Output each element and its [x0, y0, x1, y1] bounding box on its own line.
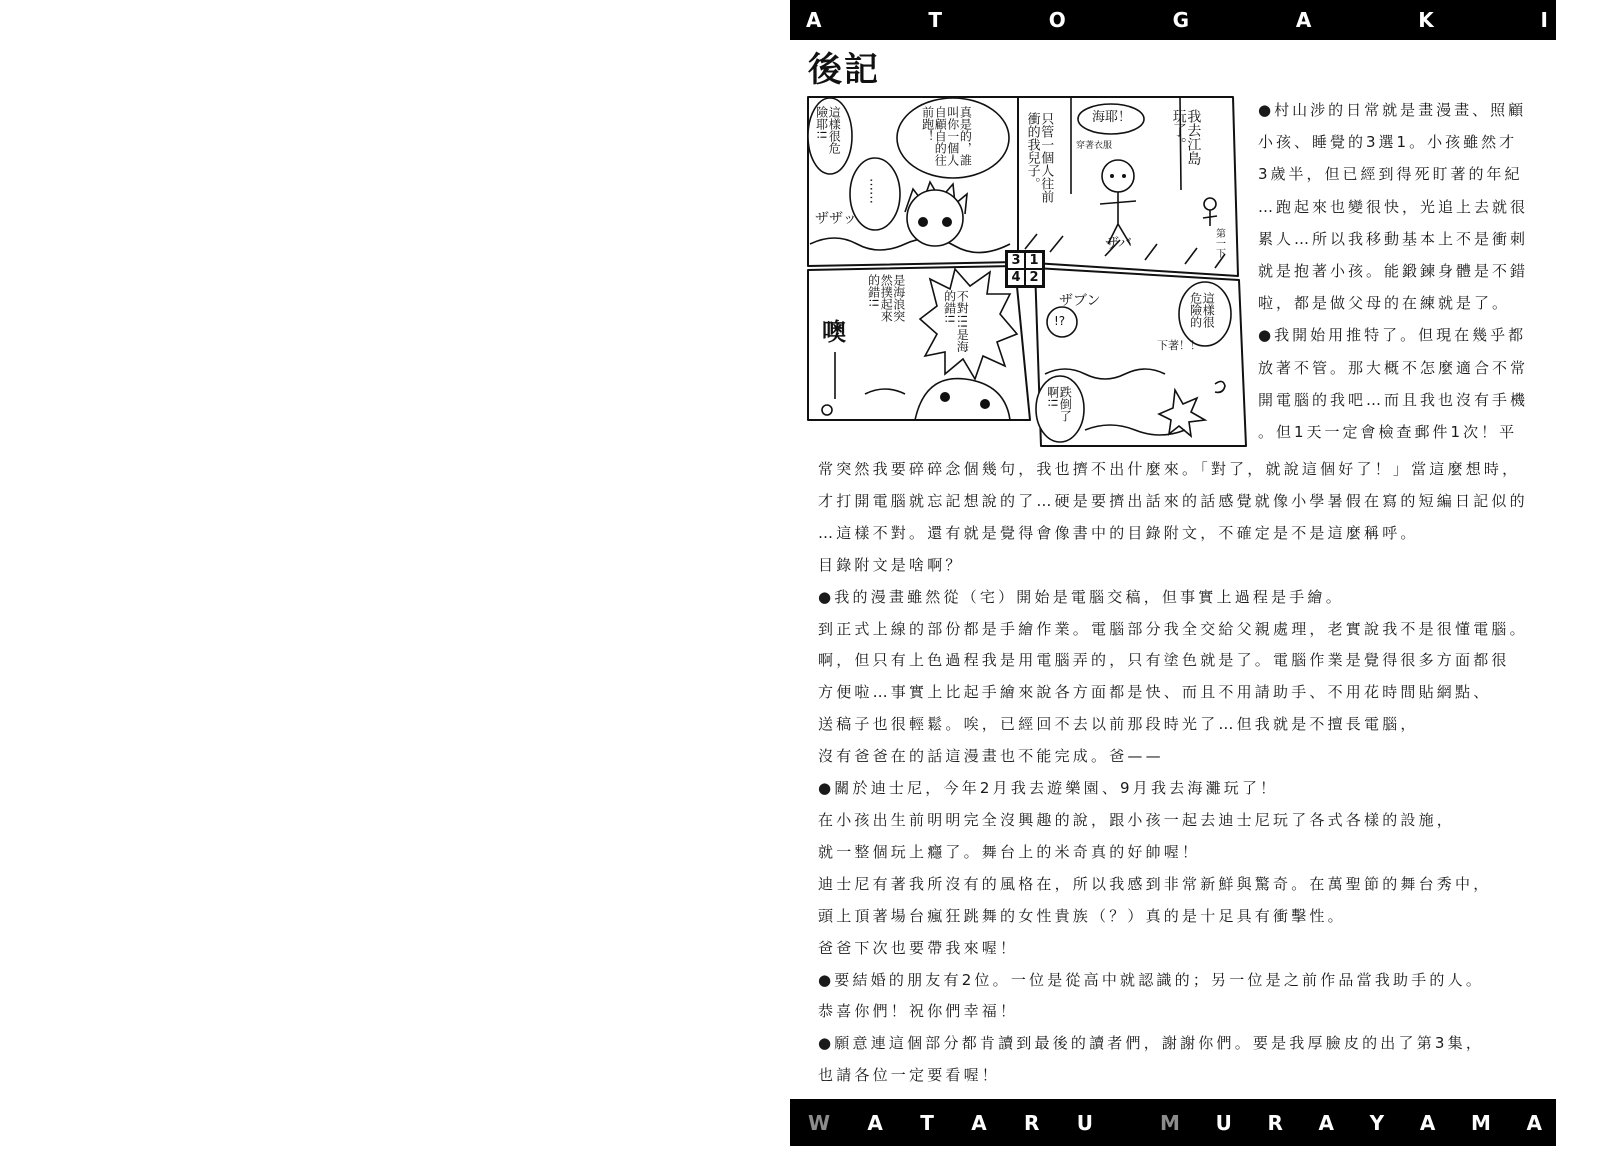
footer-letter: A [867, 1110, 883, 1135]
header-letter: G [1172, 8, 1190, 32]
bubble-silence-text: …… [866, 178, 882, 204]
text-line: …跑起來也變很快，光追上去就很 [1258, 197, 1529, 216]
text-line: 就是抱著小孩。能鍛鍊身體是不錯 [1258, 262, 1529, 281]
bubble-danger-text: 這樣很危險的 [1188, 292, 1216, 328]
text-line: 沒有爸爸在的話這漫畫也不能完成。爸—— [818, 747, 1164, 766]
eye [1110, 174, 1114, 178]
panel-order-grid [1005, 250, 1045, 288]
text-line: …這樣不對。還有就是覺得會像書中的目錄附文，不確定是不是這麼稱呼。 [818, 523, 1419, 542]
bubble-wave-text: 是海浪突然撲起來的錯!! [866, 274, 906, 322]
footer-letter: A [1526, 1110, 1542, 1135]
text-line: 爸爸下次也要帶我來喔！ [818, 938, 1019, 957]
text-line: 到正式上線的部份都是手繪作業。電腦部分我全交給父親處理，老實說我不是很懂電腦。 [818, 619, 1528, 638]
text-line: ●我的漫畫雖然從（宅）開始是電腦交稿，但事實上過程是手繪。 [818, 587, 1344, 606]
small-swirl [822, 405, 832, 415]
eye [918, 217, 928, 227]
footer-letter: A [971, 1110, 987, 1135]
kid-head [1102, 160, 1134, 192]
eye [940, 392, 950, 402]
narration-son-text: 只管一個人往前衝的我兒子。 [1024, 112, 1054, 203]
text-line: ●村山涉的日常就是畫漫畫、照顧 [1258, 101, 1527, 119]
panel-number: 4 [1007, 269, 1025, 286]
header-letter: A [806, 8, 822, 32]
note-clothes-text: 穿著衣服 [1076, 141, 1113, 151]
footer-letter: A [1318, 1110, 1335, 1135]
bubble-fall-text: 跌倒了啊!! [1045, 386, 1073, 422]
header-letter: A [1295, 8, 1312, 32]
author-family-name [1160, 1099, 1542, 1146]
text-line: 累人…所以我移動基本上不是衝刺 [1258, 229, 1529, 248]
header-letter: I [1540, 8, 1548, 32]
header-letter: T [928, 8, 942, 32]
footer-letter: W [808, 1110, 831, 1135]
text-line: 也請各位一定要看喔！ [818, 1066, 1001, 1085]
footer-letter: U [1215, 1110, 1232, 1135]
header-banner [790, 0, 1556, 40]
text-line: 目錄附文是啥啊？ [818, 555, 964, 574]
note-first-text: 第一下 [1213, 228, 1225, 258]
text-line: 3歲半，但已經到得死盯著的年紀 [1258, 165, 1523, 184]
bubble-blame-text: 不對!!!是海的錯!! [942, 290, 970, 353]
text-line: ●願意連這個部分都肯讀到最後的讀者們，謝謝你們。要是我厚臉皮的出了第3集， [818, 1034, 1485, 1053]
text-line: 才打開電腦就忘記想說的了…硬是要擠出話來的話感覺就像小學暑假在寫的短編日記似的 [818, 491, 1528, 510]
text-line: 就一整個玩上癮了。舞台上的米奇真的好帥喔！ [818, 842, 1201, 861]
author-given-name [808, 1099, 1093, 1146]
footer-letter: A [1419, 1110, 1436, 1135]
sfx-text: ザブン [1059, 293, 1101, 309]
text-line: ●關於迪士尼，今年2月我去遊樂園、9月我去海灘玩了！ [818, 779, 1279, 798]
bubble-scold-text: 真是的，誰叫你一個人自顧自的往前跑！ [920, 106, 973, 166]
text-line: ●我開始用推特了。但現在幾乎都 [1258, 326, 1527, 345]
header-letter: K [1418, 8, 1434, 32]
text-line: ●要結婚的朋友有2位。一位是從高中就認識的；另一位是之前作品當我助手的人。 [818, 970, 1485, 989]
panel-number: 1 [1025, 252, 1043, 269]
body-text [818, 454, 1528, 1092]
exclaim-text: 噢 [822, 318, 846, 346]
text-line: 小孩、睡覺的3選1。小孩雖然才 [1258, 133, 1518, 152]
footer-letter: M [1160, 1110, 1180, 1135]
text-line: 方便啦…事實上比起手繪來說各方面都是快、而且不用請助手、不用花時間貼網點、 [818, 683, 1492, 702]
text-line: 恭喜你們！祝你們幸福！ [818, 1002, 1019, 1021]
eye [1122, 174, 1126, 178]
text-line: 在小孩出生前明明完全沒興趣的說，跟小孩一起去迪士尼玩了各式各樣的設施， [818, 810, 1456, 829]
shout-text: 下著！！ [1157, 339, 1201, 352]
text-line: 放著不管。那大概不怎麼適合不常 [1258, 358, 1529, 377]
character-head [907, 190, 963, 246]
footer-letter: Y [1369, 1110, 1385, 1135]
side-column-text [1258, 94, 1528, 448]
bubble-surprise-text: !? [1054, 314, 1066, 328]
sfx-text: ザザッ [815, 211, 857, 227]
text-line: 開電腦的我吧…而且我也沒有手機 [1258, 390, 1529, 409]
tiny-figure-head [1204, 198, 1216, 210]
footer-letter: U [1076, 1110, 1093, 1135]
narration-trip-text: 我去江島玩了。 [1170, 109, 1202, 165]
bubble-sea-text: 海耶！ [1092, 110, 1132, 125]
comic-strip [805, 94, 1250, 448]
text-line: 頭上頂著場台瘋狂跳舞的女性貴族（？）真的是十足具有衝擊性。 [818, 906, 1346, 925]
text-line: 啊，但只有上色過程我是用電腦弄的，只有塗色就是了。電腦作業是覺得很多方面都很 [818, 651, 1510, 670]
footer-letter: M [1470, 1110, 1491, 1135]
eye [980, 399, 990, 409]
text-line: 送稿子也很輕鬆。唉，已經回不去以前那段時光了…但我就是不擅長電腦， [818, 715, 1419, 734]
text-line: 常突然我要碎碎念個幾句，我也擠不出什麼來。「對了，就說這個好了！」當這麼想時， [818, 460, 1521, 478]
sfx-text: ザバ [1105, 236, 1133, 252]
footer-letter: R [1024, 1110, 1040, 1135]
page-title: 後記 [808, 50, 880, 90]
footer-letter: R [1267, 1110, 1283, 1135]
bubble-danger-text: 這樣很危險耶!! [814, 106, 842, 154]
eye [942, 217, 952, 227]
header-letter: O [1048, 8, 1066, 32]
footer-letter: T [920, 1110, 934, 1135]
footer-banner [790, 1099, 1556, 1146]
text-line: 迪士尼有著我所沒有的風格在，所以我感到非常新鮮與驚奇。在萬聖節的舞台秀中， [818, 874, 1492, 893]
text-line: 。但1天一定會檢查郵件1次！平 [1258, 423, 1518, 442]
panel-number: 3 [1007, 252, 1025, 269]
panel-number: 2 [1025, 269, 1043, 286]
text-line: 啦，都是做父母的在練就是了。 [1258, 294, 1511, 313]
